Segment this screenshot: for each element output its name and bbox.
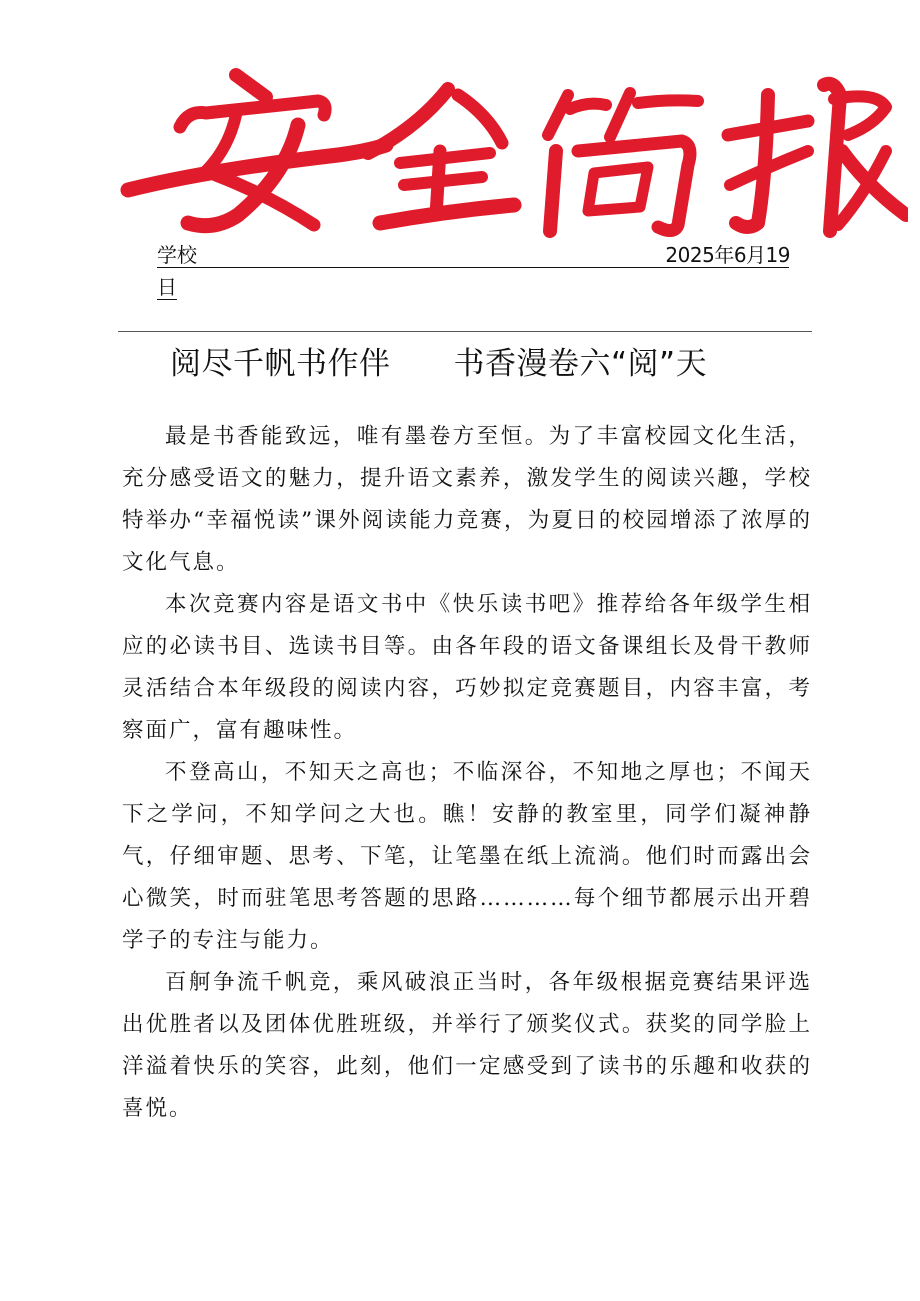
article-paragraph-3: 不登高山，不知天之高也；不临深谷，不知地之厚也；不闻天下之学问，不知学问之大也。瞧！安静的教室里，同学们凝神静气，仔细审题、思考、下笔，让笔墨在纸上流淌。他们时而露出会心微笑，时而驻笔思考答题的思路…………每个细节都展示出开碧学子的专注与能力。: [122, 760, 812, 953]
masthead-logo: [118, 55, 908, 240]
issue-date: 2025年6月19: [665, 243, 790, 267]
article-paragraph-4: 百舸争流千帆竞，乘风破浪正当时，各年级根据竞赛结果评选出优胜者以及团体优胜班级，并举行了颁奖仪式。获奖的同学脸上洋溢着快乐的笑容，此刻，他们一定感受到了读书的乐趣和收获的喜悦。: [122, 970, 812, 1121]
issue-date-tail: 日: [157, 275, 177, 299]
article-paragraph-2: 本次竞赛内容是语文书中《快乐读书吧》推荐给各年级学生相应的必读书目、选读书目等。由各年段的语文备课组长及骨干教师灵活结合本年级段的阅读内容，巧妙拟定竞赛题目，内容丰富，考察面广，富有趣味性。: [122, 592, 812, 743]
school-label: 学校: [157, 243, 197, 267]
article-body: [122, 416, 812, 1130]
masthead-calligraphy-title: [118, 55, 908, 240]
header-divider: [118, 331, 812, 332]
article-paragraph-1: 最是书香能致远，唯有墨卷方至恒。为了丰富校园文化生活，充分感受语文的魅力，提升语文素养，激发学生的阅读兴趣，学校特举办“幸福悦读”课外阅读能力竞赛，为夏日的校园增添了浓厚的文化气息。: [122, 424, 812, 575]
article-headline: 阅尽千帆书作伴 书香漫卷六“阅”天: [170, 346, 708, 382]
